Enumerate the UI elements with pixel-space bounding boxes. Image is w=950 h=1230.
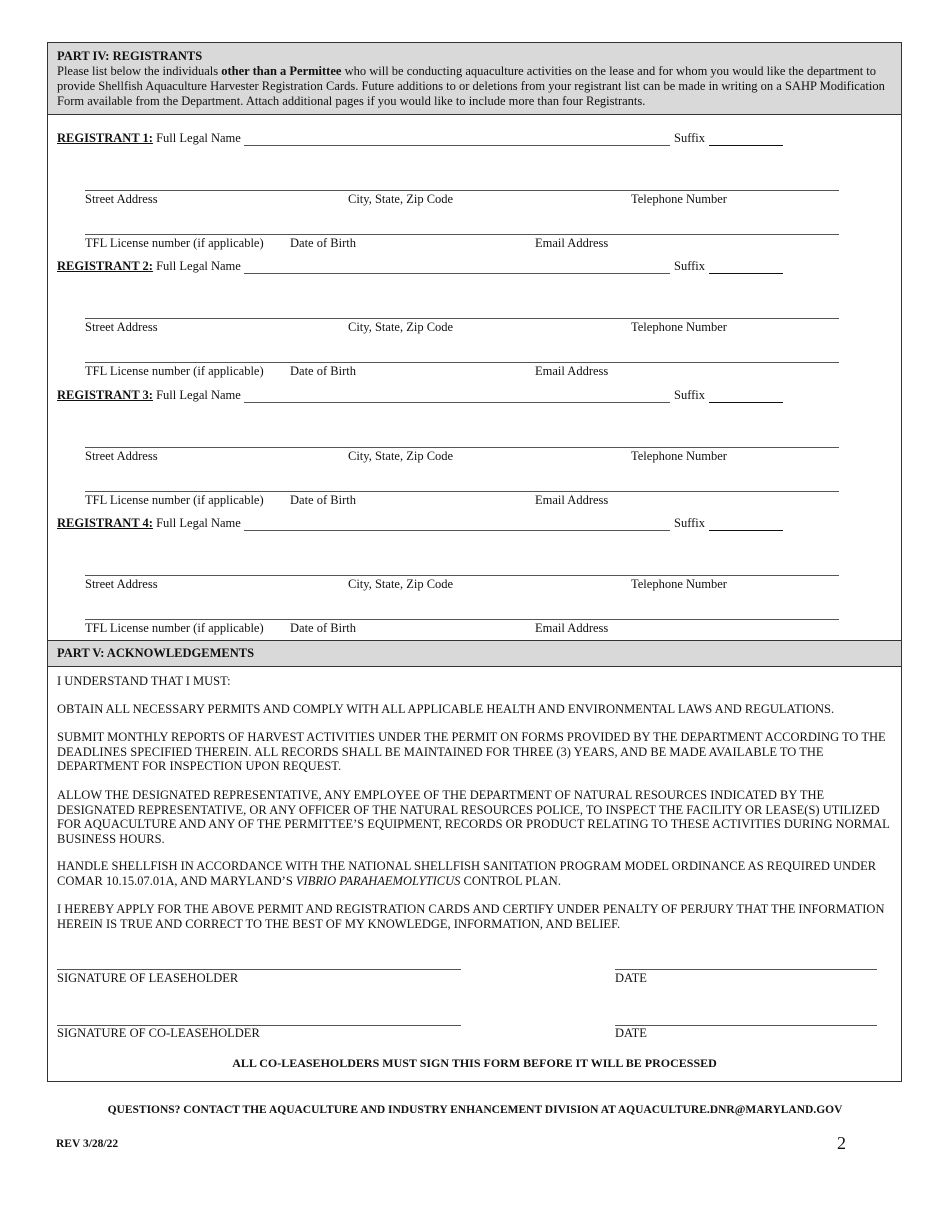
date-of-birth-label: Date of Birth — [290, 236, 356, 250]
date-of-birth-label: Date of Birth — [290, 493, 356, 507]
understand-text: I UNDERSTAND THAT I MUST: — [57, 674, 231, 688]
email-address-label: Email Address — [535, 621, 609, 635]
address-line-field[interactable] — [85, 190, 839, 191]
coleaseholder-signature-label: SIGNATURE OF CO-LEASEHOLDER — [57, 1026, 260, 1040]
suffix-label: Suffix — [674, 131, 706, 145]
license-line-field[interactable] — [85, 491, 839, 492]
full-legal-name-field[interactable] — [244, 530, 670, 531]
telephone-label: Telephone Number — [631, 449, 727, 463]
full-legal-name-field[interactable] — [244, 402, 670, 403]
leaseholder-signature-label: SIGNATURE OF LEASEHOLDER — [57, 971, 239, 985]
address-line-field[interactable] — [85, 575, 839, 576]
full-legal-name-label: Full Legal Name — [156, 388, 241, 402]
registrant-title — [57, 259, 241, 274]
license-line-field[interactable] — [85, 619, 839, 620]
registrant-label: REGISTRANT 3: — [57, 388, 153, 402]
tfl-license-label: TFL License number (if applicable) — [85, 236, 264, 250]
license-line-field[interactable] — [85, 234, 839, 235]
full-legal-name-field[interactable] — [244, 273, 670, 274]
part4-intro-start: Please list below the individuals — [57, 64, 222, 78]
handle-text — [57, 859, 897, 888]
city-state-zip-label: City, State, Zip Code — [348, 192, 454, 206]
suffix-label: Suffix — [674, 388, 706, 402]
registrant-label: REGISTRANT 2: — [57, 259, 153, 273]
full-legal-name-label: Full Legal Name — [156, 516, 241, 530]
part4-intro — [57, 64, 885, 108]
full-legal-name-label: Full Legal Name — [156, 131, 241, 145]
city-state-zip-label: City, State, Zip Code — [348, 449, 454, 463]
hereby-text: I HEREBY APPLY FOR THE ABOVE PERMIT AND REGISTRATION CARDS AND CERTIFY UNDER PENALTY OF PERJURY THAT THE INFORMATION HEREIN IS TRUE AND CORRECT TO THE BEST OF MY KNOWLEDGE, INFORMATION, AND BELIEF. — [57, 902, 885, 931]
part4-intro-bold: other than a Permittee — [221, 64, 342, 78]
address-line-field[interactable] — [85, 318, 839, 319]
street-address-label: Street Address — [85, 192, 158, 206]
part5-header — [48, 640, 901, 667]
page-number: 2 — [837, 1133, 846, 1153]
registrant-title — [57, 516, 241, 531]
date-label-1: DATE — [615, 971, 647, 985]
telephone-label: Telephone Number — [631, 192, 727, 206]
questions-contact: QUESTIONS? CONTACT THE AQUACULTURE AND INDUSTRY ENHANCEMENT DIVISION AT AQUACULTURE.DNR@MARYLAND.GOV — [107, 1104, 843, 1116]
form-frame — [47, 42, 902, 1082]
handle-text-end: CONTROL PLAN. — [460, 873, 561, 888]
allow-text: ALLOW THE DESIGNATED REPRESENTATIVE, ANY EMPLOYEE OF THE DEPARTMENT OF NATURAL RESOURCES INDICATED BY THE DESIGNATED REPRESENTATIVE, OR ANY OFFICER OF THE NATURAL RESOURCES POLICE, TO INSPECT THE FACILITY OR LEASE(S) UTILIZED FOR AQUACULTURE AND ANY OF THE PERMITTEE’S EQUIPMENT, RECORDS OR PRODUCT RELATING TO THESE ACTIVITIES DURING NORMAL BUSINESS HOURS. — [57, 788, 890, 846]
date-of-birth-label: Date of Birth — [290, 621, 356, 635]
tfl-license-label: TFL License number (if applicable) — [85, 621, 264, 635]
city-state-zip-label: City, State, Zip Code — [348, 577, 454, 591]
registrant-label: REGISTRANT 1: — [57, 131, 153, 145]
email-address-label: Email Address — [535, 236, 609, 250]
city-state-zip-label: City, State, Zip Code — [348, 320, 454, 334]
suffix-field[interactable] — [709, 402, 783, 403]
street-address-label: Street Address — [85, 577, 158, 591]
date-label-2: DATE — [615, 1026, 647, 1040]
registrant-title — [57, 131, 241, 146]
part4-intro-end: who will be conducting aquaculture activities on the lease and for whom you would like the department to provide Shellfish Aquaculture Harvester Registration Cards. Future additions to or deletions from your registrant list can be made in writing on a SAHP Modification Form available from the Department. Attach additional pages if you would like to include more than four Registrants. — [57, 64, 885, 108]
suffix-field[interactable] — [709, 530, 783, 531]
email-address-label: Email Address — [535, 493, 609, 507]
full-legal-name-field[interactable] — [244, 145, 670, 146]
suffix-label: Suffix — [674, 516, 706, 530]
suffix-label: Suffix — [674, 259, 706, 273]
suffix-field[interactable] — [709, 273, 783, 274]
registrant-title — [57, 388, 241, 403]
registrant-label: REGISTRANT 4: — [57, 516, 153, 530]
revision-date: REV 3/28/22 — [56, 1138, 119, 1150]
part4-header — [48, 43, 901, 115]
handle-text-start: HANDLE SHELLFISH IN ACCORDANCE WITH THE NATIONAL SHELLFISH SANITATION PROGRAM MODEL ORDINANCE AS REQUIRED UNDER COMAR 10.15.07.01A, AND MARYLAND’S — [57, 859, 877, 888]
full-legal-name-label: Full Legal Name — [156, 259, 241, 273]
part5-title: PART V: ACKNOWLEDGEMENTS — [57, 646, 255, 660]
license-line-field[interactable] — [85, 362, 839, 363]
telephone-label: Telephone Number — [631, 577, 727, 591]
submit-text: SUBMIT MONTHLY REPORTS OF HARVEST ACTIVITIES UNDER THE PERMIT ON FORMS PROVIDED BY THE DEPARTMENT ACCORDING TO THE DEADLINES SPECIFIED THEREIN. ALL RECORDS SHALL BE MAINTAINED FOR THREE (3) YEARS, AND BE MADE AVAILABLE TO THE DEPARTMENT FOR INSPECTION UPON REQUEST. — [57, 730, 886, 773]
part4-title: PART IV: REGISTRANTS — [57, 49, 203, 63]
date-line-2[interactable] — [615, 1025, 877, 1026]
tfl-license-label: TFL License number (if applicable) — [85, 493, 264, 507]
obtain-text: OBTAIN ALL NECESSARY PERMITS AND COMPLY WITH ALL APPLICABLE HEALTH AND ENVIRONMENTAL LAWS AND REGULATIONS. — [57, 702, 835, 716]
telephone-label: Telephone Number — [631, 320, 727, 334]
street-address-label: Street Address — [85, 320, 158, 334]
handle-text-italic: VIBRIO PARAHAEMOLYTICUS — [295, 873, 461, 888]
street-address-label: Street Address — [85, 449, 158, 463]
tfl-license-label: TFL License number (if applicable) — [85, 364, 264, 378]
leaseholder-signature-line[interactable] — [57, 969, 461, 970]
date-line-1[interactable] — [615, 969, 877, 970]
suffix-field[interactable] — [709, 145, 783, 146]
must-sign-note: ALL CO-LEASEHOLDERS MUST SIGN THIS FORM BEFORE IT WILL BE PROCESSED — [232, 1056, 717, 1070]
date-of-birth-label: Date of Birth — [290, 364, 356, 378]
email-address-label: Email Address — [535, 364, 609, 378]
address-line-field[interactable] — [85, 447, 839, 448]
